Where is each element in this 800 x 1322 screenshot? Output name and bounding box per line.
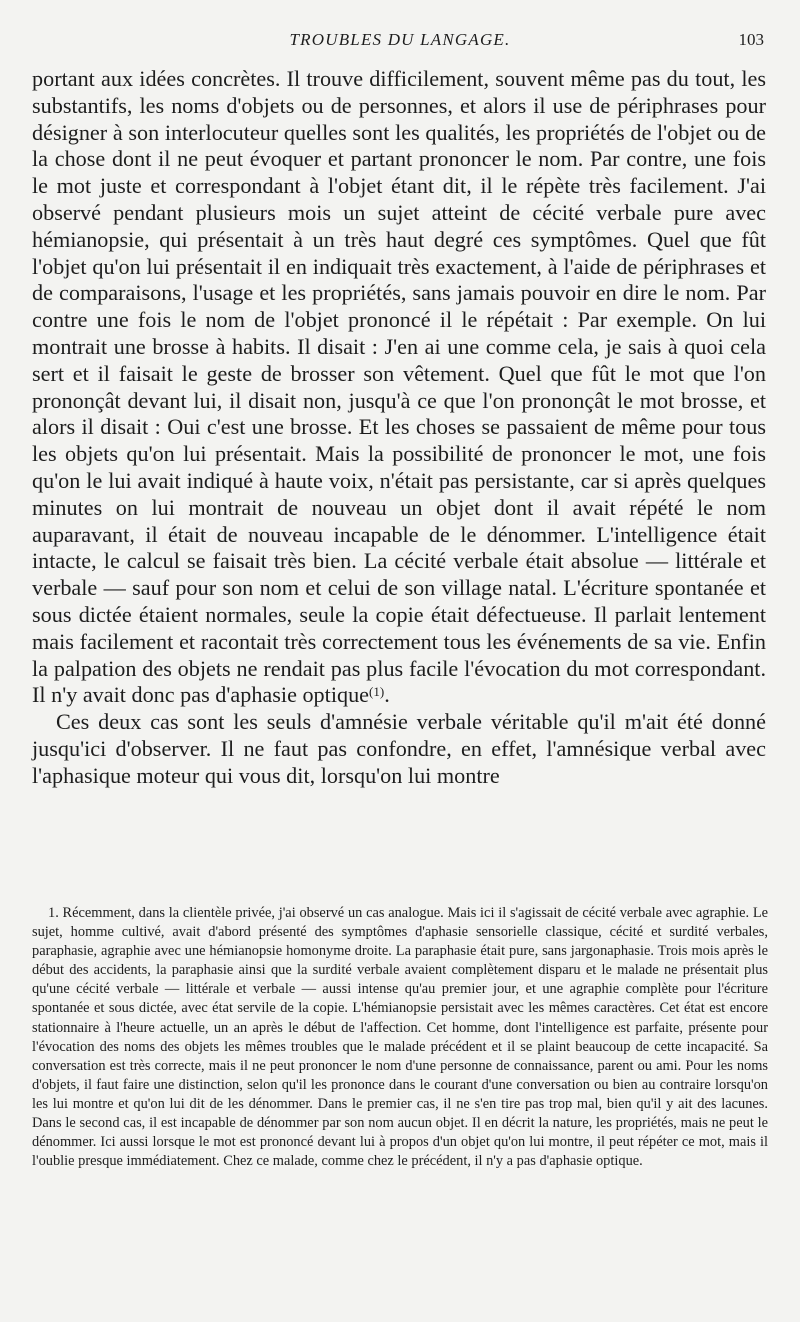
footnote-text: 1. Récemment, dans la clientèle privée, j'ai observé un cas analogue. Mais ici il s'agissait de cécité verbale avec agraphie. Le sujet, homme cultivé, avait d'abord présenté des symptômes d'aphasie sensorielle classique, cécité et surdité verbales, paraphasie, agraphie avec une hémianopsie homonyme droite. La paraphasie était pure, sans jargonaphasie. Trois mois après le début des accidents, la paraphasie ainsi que la surdité verbale avaient complètement disparu et le malade ne présentait plus qu'une cécité verbale — littérale et verbale — aussi intense qu'au premier jour, et une agraphie complète pour l'écriture spontanée et sous dictée, avec état servile de la copie. L'hémianopsie persistait avec les mêmes caractères. Cet état est encore stationnaire à l'heure actuelle, un an après le début de l'affection. Cet homme, dont l'intelligence est parfaite, présente pour l'évocation des noms des objets les mêmes troubles que le malade précédent et il se plaint beaucoup de cette incapacité. Sa conversation est très correcte, mais il ne peut prononcer le nom d'une personne de connaissance, parent ou ami. Pour les noms d'objets, il faut faire une distinction, selon qu'il les prononce dans le courant d'une conversation ou bien au contraire lorsqu'on les lui montre et qu'on lui dit de les dénommer. Dans le premier cas, il ne s'en tire pas trop mal, bien qu'il y ait des lacunes. Dans le second cas, il est incapable de dénommer par son nom aucun objet. Il en décrit la nature, les propriétés, mais ne peut le dénommer. Ici aussi lorsque le mot est prononcé devant lui à propos d'un objet qu'on lui montre, il peut répéter ce mot, mais il l'oublie presque immédiatement. Chez ce malade, comme chez le précédent, il n'y a pas d'aphasie optique. [32, 905, 768, 1170]
page-number: 103 [738, 30, 764, 49]
paragraph: Ces deux cas sont les seuls d'amnésie verbale véritable qu'il m'ait été donné jusqu'ici d'observer. Il ne faut pas confondre, en effet, l'amnésique verbal avec l'aphasique moteur qui vous dit, lorsqu'on lui montre [32, 709, 766, 788]
paragraph [32, 66, 766, 709]
running-head [0, 30, 800, 54]
paragraph-end: . [384, 682, 390, 708]
main-text [32, 66, 766, 790]
footnote-reference: (1) [369, 684, 385, 700]
paragraph-text: portant aux idées concrètes. Il trouve difficilement, souvent même pas du tout, les substantifs, les noms d'objets ou de personnes, et alors il use de périphrases pour désigner à son interlocuteur quelles sont les qualités, les propriétés de l'objet ou de la chose dont il ne peut évoquer et partant prononcer le nom. Par contre, une fois le mot juste et correspondant à l'objet étant dit, il le répète très facilement. J'ai observé pendant plusieurs mois un sujet atteint de cécité verbale pure avec hémianopsie, qui présentait à un très haut degré ces symptômes. Quel que fût l'objet qu'on lui présentait il en indiquait très exactement, à l'aide de périphrases et de comparaisons, l'usage et les propriétés, sans jamais pouvoir en dire le nom. Par contre une fois le nom de l'objet prononcé il le répétait : Par exemple. On lui montrait une brosse à habits. Il disait : J'en ai une comme cela, je sais à quoi cela sert et il faisait le geste de brosser son vêtement. Quel que fût le mot que l'on prononçât devant lui, il disait non, jusqu'à ce que l'on prononçât le mot brosse, et alors il disait : Oui c'est une brosse. Et les choses se passaient de même pour tous les objets qu'on lui présentait. Mais la possibilité de prononcer le mot, une fois qu'on le lui avait indiqué à haute voix, n'était pas persistante, car si après quelques minutes on lui montrait de nouveau un objet dont il avait répété le nom auparavant, il était de nouveau incapable de le dénommer. L'intelligence était intacte, le calcul se faisait très bien. La cécité verbale était absolue — littérale et verbale — sauf pour son nom et celui de son village natal. L'écriture spontanée et sous dictée étaient normales, seule la copie était défectueuse. Il parlait lentement mais facilement et racontait très correctement tous les événements de sa vie. Enfin la palpation des objets ne rendait pas plus facile l'évocation du mot correspondant. Il n'y avait donc pas d'aphasie optique [32, 66, 766, 708]
footnote [32, 904, 768, 1171]
running-title: TROUBLES DU LANGAGE. [289, 30, 511, 49]
